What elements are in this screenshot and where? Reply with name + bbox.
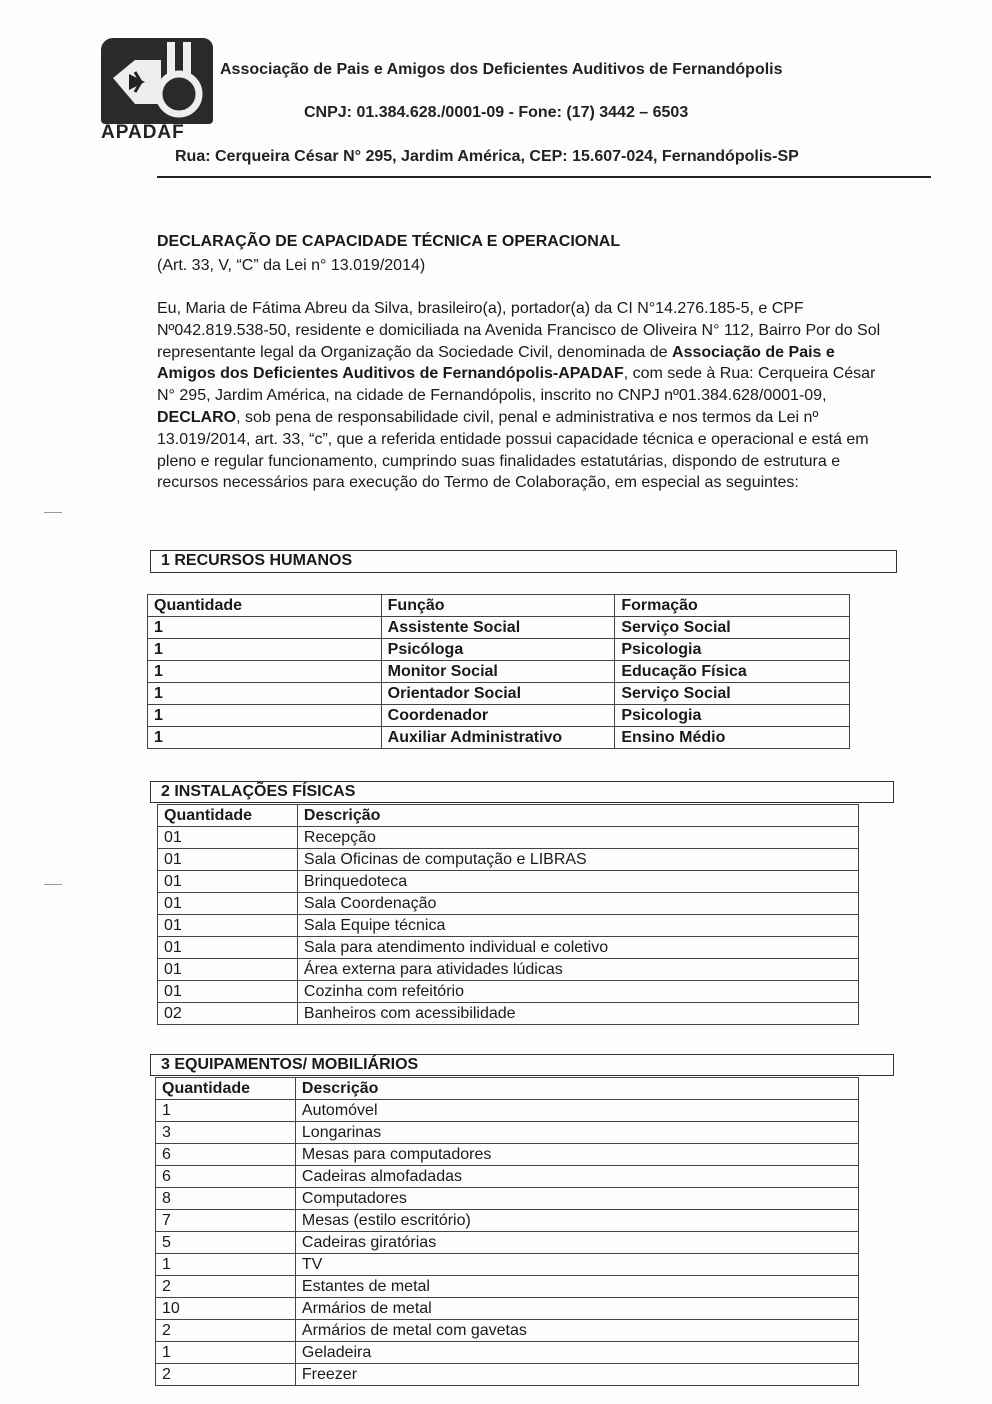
table-row <box>156 1144 859 1166</box>
table-row <box>156 1100 859 1122</box>
section-human-resources-title: 1 RECURSOS HUMANOS <box>150 550 897 573</box>
table-cell: Sala Coordenação <box>297 893 858 915</box>
table-row <box>156 1166 859 1188</box>
header-descricao: Descrição <box>295 1078 858 1100</box>
table-cell: 1 <box>148 727 382 749</box>
table-cell: Psicóloga <box>381 639 615 661</box>
declaration-declaro: DECLARO <box>157 408 237 426</box>
table-cell: Monitor Social <box>381 661 615 683</box>
table-header-row <box>156 1078 859 1100</box>
table-row <box>156 1364 859 1386</box>
table-row <box>158 937 859 959</box>
table-cell: 2 <box>156 1364 296 1386</box>
section-equipment-title: 3 EQUIPAMENTOS/ MOBILIÁRIOS <box>150 1054 894 1076</box>
table-cell: Sala Equipe técnica <box>297 915 858 937</box>
equipment-table <box>155 1077 859 1386</box>
table-cell: 1 <box>156 1100 296 1122</box>
organization-name: Associação de Pais e Amigos dos Deficientes Auditivos de Fernandópolis <box>220 61 783 78</box>
table-cell: Assistente Social <box>381 617 615 639</box>
table-cell: Cozinha com refeitório <box>297 981 858 1003</box>
table-cell: Geladeira <box>295 1342 858 1364</box>
table-row <box>158 959 859 981</box>
table-cell: 10 <box>156 1298 296 1320</box>
table-cell: Armários de metal com gavetas <box>295 1320 858 1342</box>
table-row <box>158 849 859 871</box>
table-row <box>158 827 859 849</box>
margin-mark <box>44 884 62 885</box>
table-cell: Serviço Social <box>615 617 850 639</box>
document-title: DECLARAÇÃO DE CAPACIDADE TÉCNICA E OPERACIONAL <box>157 233 621 250</box>
table-row <box>156 1342 859 1364</box>
table-cell: Orientador Social <box>381 683 615 705</box>
table-cell: 01 <box>158 915 298 937</box>
facilities-table <box>157 804 859 1025</box>
table-row <box>156 1276 859 1298</box>
table-cell: Brinquedoteca <box>297 871 858 893</box>
table-cell: 7 <box>156 1210 296 1232</box>
table-row <box>158 893 859 915</box>
table-cell: TV <box>295 1254 858 1276</box>
table-row <box>148 639 850 661</box>
table-row <box>158 981 859 1003</box>
declaration-text-3: , sob pena de responsabilidade civil, penal e administrativa e nos termos da Lei nº 13.019/2014, art. 33, “c”, que a referida entidade possui capacidade técnica e operacional e está em pleno e regular funcionamento, cumprindo suas finalidades estatutárias, dispondo de estrutura e recursos necessários para execução do Termo de Colaboração, em especial as seguintes: <box>157 408 869 492</box>
table-row <box>156 1210 859 1232</box>
table-row <box>148 661 850 683</box>
table-cell: 3 <box>156 1122 296 1144</box>
header-quantidade: Quantidade <box>158 805 298 827</box>
declaration-text-1: Eu, Maria de Fátima Abreu da Silva, brasileiro(a), portador(a) da CI N°14.276.185-5, e CPF Nº042.819.538-50, residente e domiciliada na Avenida Francisco de Oliveira N° 112, Bairro Por do Sol representante legal da Organização da Sociedade Civil, denominada de <box>157 300 881 361</box>
table-cell: 1 <box>148 639 382 661</box>
table-cell: 01 <box>158 937 298 959</box>
declaration-org-name: Associação de Pais e Amigos dos Deficientes Auditivos de Fernandópolis-APADAF <box>157 343 835 383</box>
table-cell: 01 <box>158 827 298 849</box>
table-cell: Freezer <box>295 1364 858 1386</box>
table-cell: 01 <box>158 871 298 893</box>
human-resources-table <box>147 594 850 749</box>
table-cell: 1 <box>148 705 382 727</box>
table-cell: 2 <box>156 1276 296 1298</box>
table-row <box>158 871 859 893</box>
table-cell: Educação Física <box>615 661 850 683</box>
table-cell: 1 <box>148 683 382 705</box>
table-row <box>156 1232 859 1254</box>
table-header-row <box>158 805 859 827</box>
table-cell: 01 <box>158 893 298 915</box>
cnpj-phone: CNPJ: 01.384.628./0001-09 - Fone: (17) 3442 – 6503 <box>304 104 689 121</box>
table-cell: Cadeiras giratórias <box>295 1232 858 1254</box>
table-cell: 5 <box>156 1232 296 1254</box>
table-cell: 1 <box>156 1254 296 1276</box>
table-header-row <box>148 595 850 617</box>
table-cell: Automóvel <box>295 1100 858 1122</box>
table-cell: Psicologia <box>615 639 850 661</box>
table-cell: 01 <box>158 849 298 871</box>
table-cell: Longarinas <box>295 1122 858 1144</box>
header-quantidade: Quantidade <box>156 1078 296 1100</box>
ear-symbol-icon <box>101 38 213 124</box>
table-cell: 8 <box>156 1188 296 1210</box>
table-row <box>148 683 850 705</box>
table-cell: 1 <box>148 617 382 639</box>
table-row <box>148 727 850 749</box>
declaration-text-2: , com sede à Rua: Cerqueira César N° 295, Jardim América, na cidade de Fernandópolis, inscrito no CNPJ nº01.384.628/0001-09, <box>157 365 876 405</box>
table-cell: 02 <box>158 1003 298 1025</box>
table-row <box>158 1003 859 1025</box>
table-row <box>156 1320 859 1342</box>
table-cell: Armários de metal <box>295 1298 858 1320</box>
table-row <box>156 1122 859 1144</box>
table-cell: Recepção <box>297 827 858 849</box>
table-cell: 01 <box>158 981 298 1003</box>
table-row <box>148 617 850 639</box>
table-cell: 1 <box>156 1342 296 1364</box>
table-cell: Estantes de metal <box>295 1276 858 1298</box>
table-cell: Sala para atendimento individual e coletivo <box>297 937 858 959</box>
address: Rua: Cerqueira César N° 295, Jardim América, CEP: 15.607-024, Fernandópolis-SP <box>175 148 799 165</box>
table-row <box>148 705 850 727</box>
table-cell: Mesas para computadores <box>295 1144 858 1166</box>
document-subtitle: (Art. 33, V, “C” da Lei n° 13.019/2014) <box>157 257 426 274</box>
table-row <box>156 1298 859 1320</box>
table-cell: Cadeiras almofadadas <box>295 1166 858 1188</box>
table-cell: Coordenador <box>381 705 615 727</box>
logo-text: APADAF <box>101 122 185 143</box>
table-cell: Mesas (estilo escritório) <box>295 1210 858 1232</box>
header-divider <box>157 176 931 178</box>
table-cell: 1 <box>148 661 382 683</box>
table-cell: Serviço Social <box>615 683 850 705</box>
table-cell: 6 <box>156 1144 296 1166</box>
logo-emblem <box>101 38 213 124</box>
table-cell: Sala Oficinas de computação e LIBRAS <box>297 849 858 871</box>
table-cell: 2 <box>156 1320 296 1342</box>
table-row <box>156 1188 859 1210</box>
declaration-paragraph <box>157 298 897 494</box>
header-quantidade: Quantidade <box>148 595 382 617</box>
table-cell: Psicologia <box>615 705 850 727</box>
table-cell: Ensino Médio <box>615 727 850 749</box>
header-formacao: Formação <box>615 595 850 617</box>
table-cell: 01 <box>158 959 298 981</box>
header-descricao: Descrição <box>297 805 858 827</box>
table-cell: Computadores <box>295 1188 858 1210</box>
section-facilities-title: 2 INSTALAÇÕES FÍSICAS <box>150 781 894 803</box>
table-cell: Auxiliar Administrativo <box>381 727 615 749</box>
table-cell: Área externa para atividades lúdicas <box>297 959 858 981</box>
apadaf-logo <box>101 38 215 142</box>
table-cell: Banheiros com acessibilidade <box>297 1003 858 1025</box>
table-cell: 6 <box>156 1166 296 1188</box>
table-row <box>156 1254 859 1276</box>
header-funcao: Função <box>381 595 615 617</box>
table-row <box>158 915 859 937</box>
margin-mark <box>44 512 62 513</box>
